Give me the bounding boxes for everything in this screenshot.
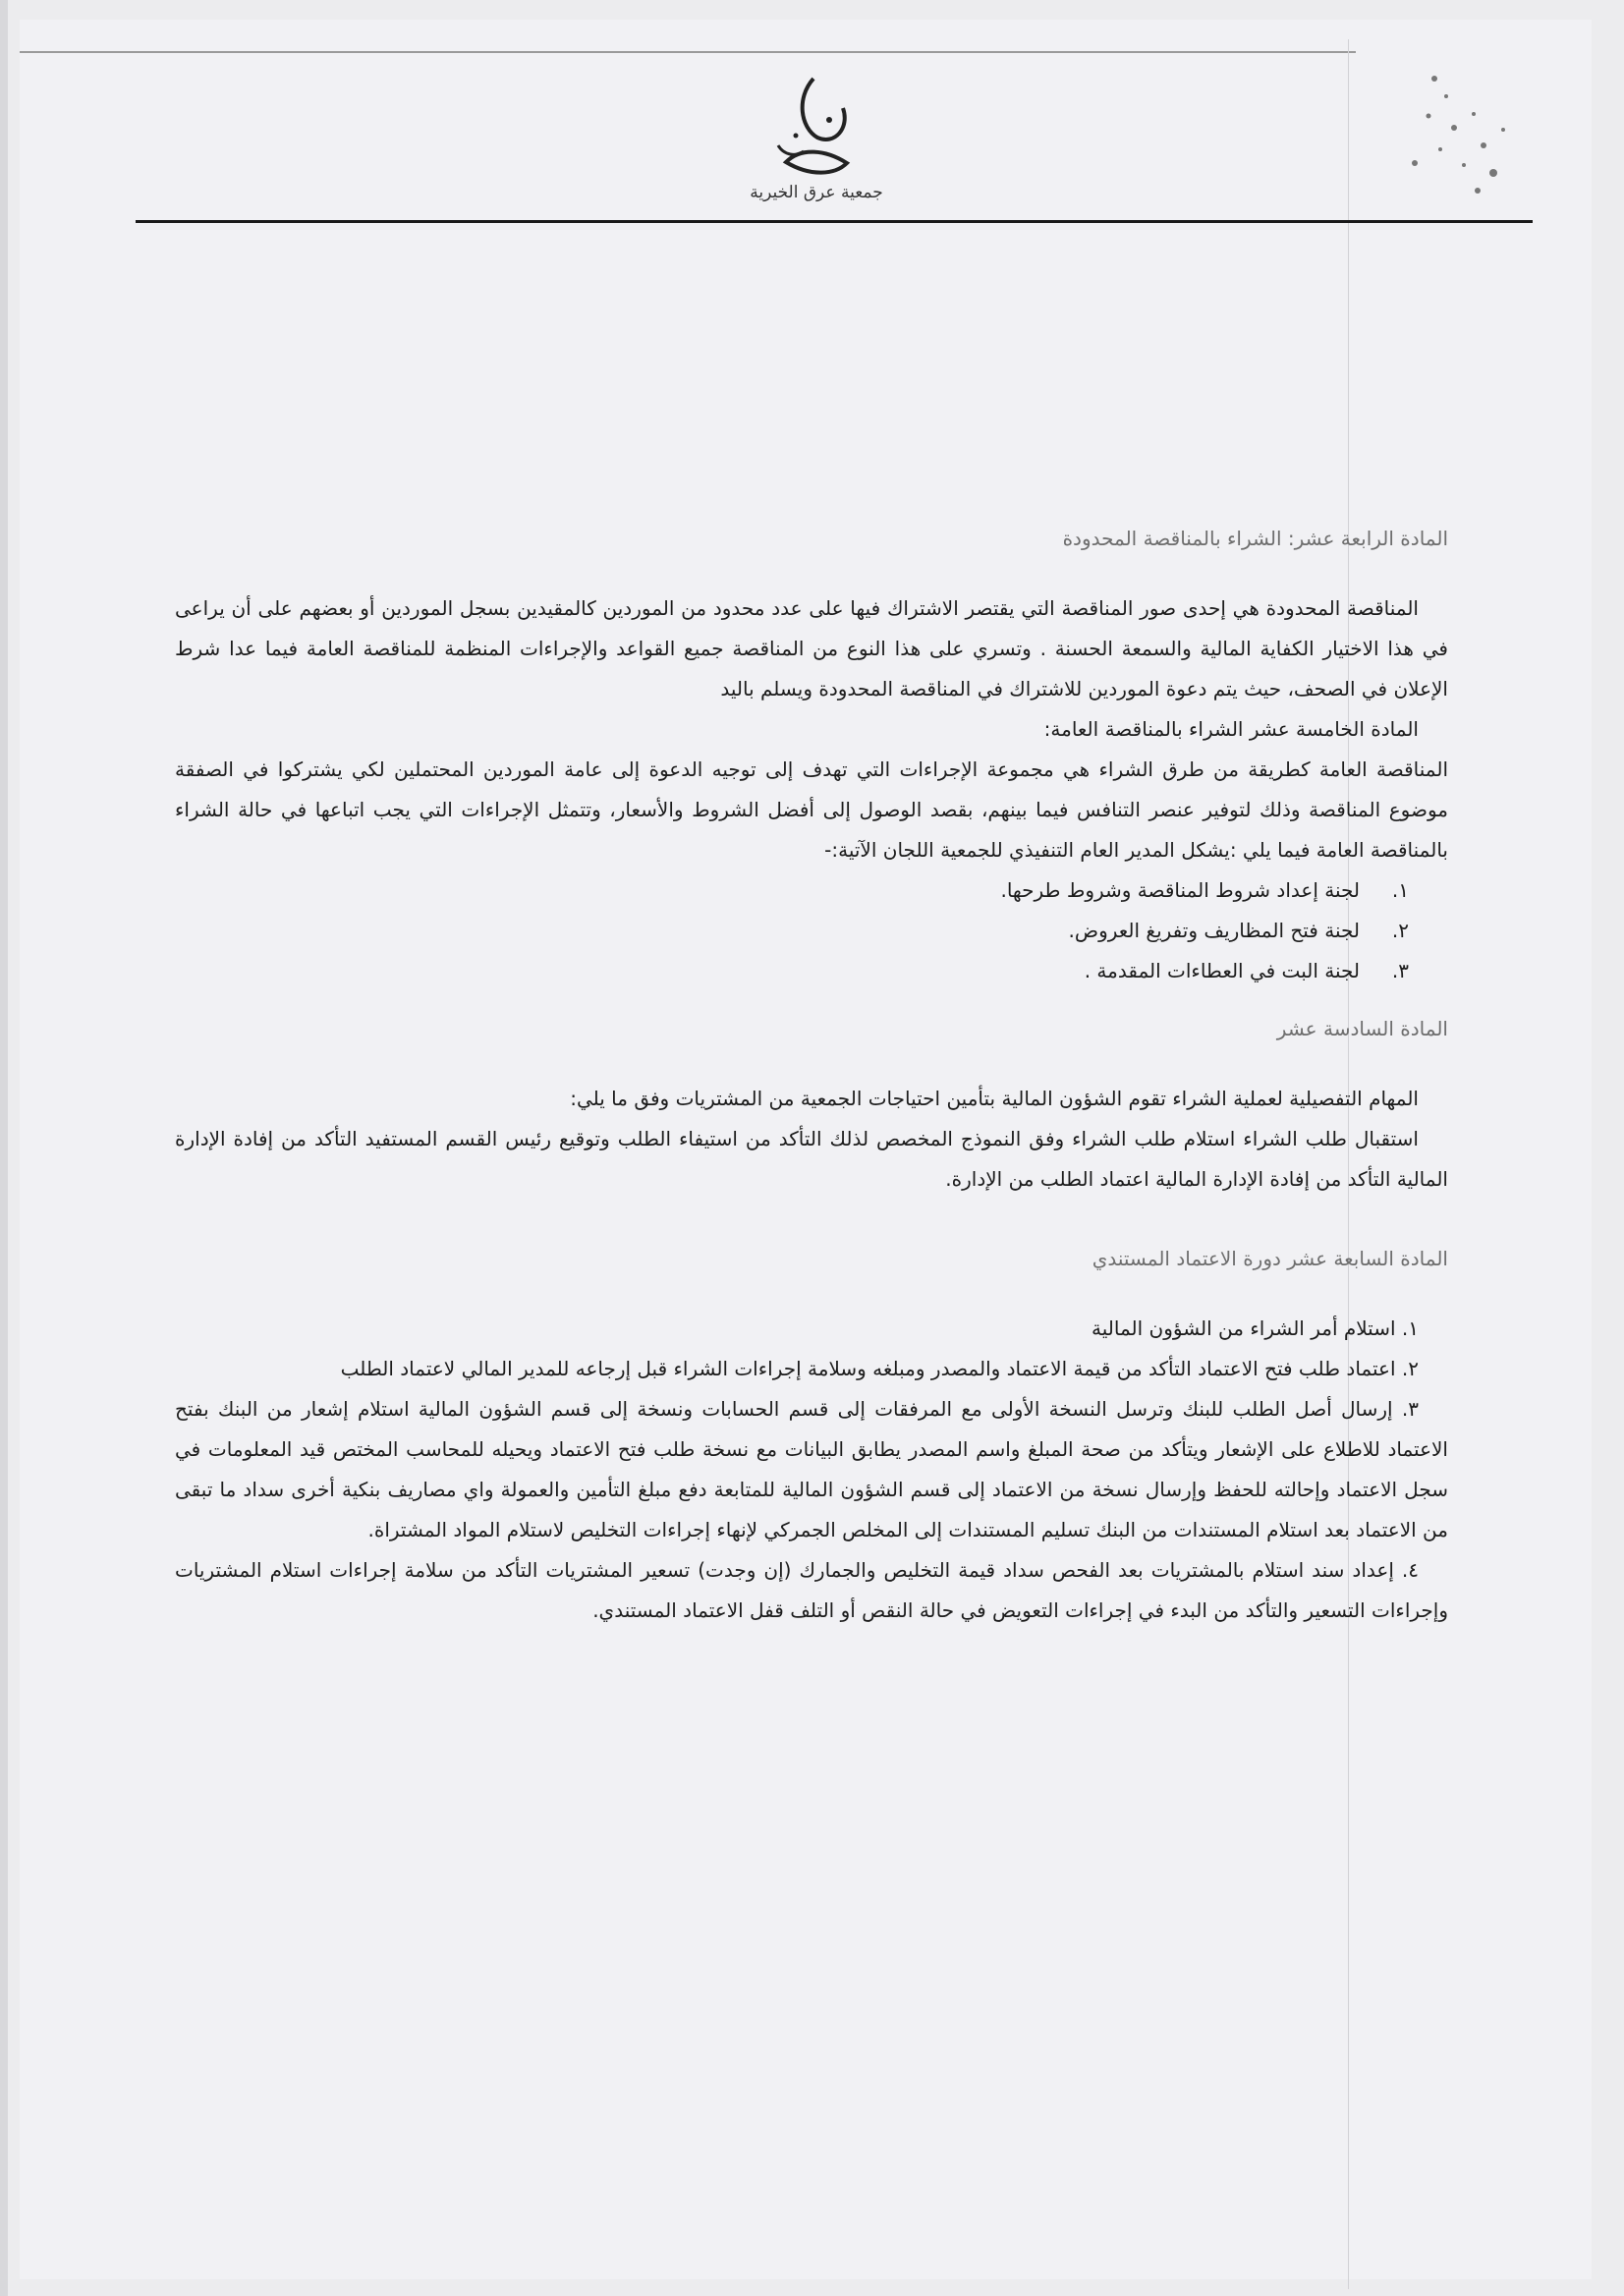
article-17-heading: المادة السابعة عشر دورة الاعتماد المستندي xyxy=(1092,1247,1448,1270)
list-item xyxy=(175,1309,1448,1349)
list-text: لجنة البت في العطاءات المقدمة . xyxy=(1084,959,1360,982)
list-number: ١. xyxy=(1401,1316,1419,1340)
list-number: ٣. xyxy=(1401,1397,1419,1421)
scan-edge xyxy=(0,0,8,2296)
list-text: استلام أمر الشراء من الشؤون المالية xyxy=(1092,1316,1396,1340)
document-body xyxy=(175,519,1448,1631)
list-text: اعتماد طلب فتح الاعتماد التأكد من قيمة الاعتماد والمصدر ومبلغه وسلامة إجراءات الشراء قبل إرجاعه للمدير المالي لاعتماد الطلب xyxy=(340,1357,1396,1380)
list-text: إرسال أصل الطلب للبنك وترسل النسخة الأولى مع المرفقات إلى قسم الحسابات ونسخة إلى قسم الشؤون المالية استلام إشعار من البنك بفتح الاعتماد للاطلاع على الإشعار ويتأكد من صحة المبلغ واسم المصدر يطابق البيانات مع نسخة طلب فتح الاعتماد ويحيله للمحاسب المختص قيد المعلومات في سجل الاعتماد وإحالته للحفظ وإرسال نسخة من الاعتماد إلى قسم الشؤون المالية للمتابعة دفع مبلغ التأمين والعمولة واي مصاريف بنكية أخرى سداد ما تبقى من الاعتماد بعد استلام المستندات من البنك تسليم المستندات إلى المخلص الجمركي لإنهاء إجراءات التخليص لاستلام المواد المشتراة. xyxy=(175,1397,1448,1541)
article-15-body: المناقصة العامة كطريقة من طرق الشراء هي مجموعة الإجراءات التي تهدف إلى توجيه الدعوة إلى عامة الموردين المحتملين لكي يشتركوا في الصفقة موضوع المناقصة وذلك لتوفير عنصر التنافس فيما بينهم، بقصد الوصول إلى أفضل الشروط والأسعار، وتتمثل الإجراءات التي يجب اتباعها في حالة الشراء بالمناقصة العامة فيما يلي :يشكل المدير العام التنفيذي للجمعية اللجان الآتية:- xyxy=(175,757,1448,862)
list-number: ١. xyxy=(1391,878,1409,902)
article-16-intro: المهام التفصيلية لعملية الشراء تقوم الشؤون المالية بتأمين احتياجات الجمعية من المشتريات وفق ما يلي: xyxy=(570,1087,1419,1110)
header-rule xyxy=(136,220,1533,223)
article-16-heading: المادة السادسة عشر xyxy=(1276,1017,1448,1040)
article-16-body: استقبال طلب الشراء استلام طلب الشراء وفق النموذج المخصص لذلك التأكد من استيفاء الطلب وتوقيع رئيس القسم المستفيد التأكد من إفادة الإدارة المالية التأكد من إفادة الإدارة المالية اعتماد الطلب من الإدارة. xyxy=(175,1127,1448,1191)
list-item xyxy=(175,1550,1448,1631)
list-text: لجنة إعداد شروط المناقصة وشروط طرحها. xyxy=(1000,878,1360,902)
article-14-body: المناقصة المحدودة هي إحدى صور المناقصة التي يقتصر الاشتراك فيها على عدد محدود من الموردين كالمقيدين بسجل الموردين أو بعضهم على أن يراعى في هذا الاختيار الكفاية المالية والسمعة الحسنة . وتسري على هذا النوع من المناقصة جميع القواعد والإجراءات المنظمة للمناقصة العامة فيما عدا شرط الإعلان في الصحف، حيث يتم دعوة الموردين للاشتراك في المناقصة المحدودة ويسلم باليد xyxy=(175,596,1448,700)
list-item xyxy=(175,870,1448,911)
list-number: ٤. xyxy=(1401,1558,1420,1582)
article-15-heading: المادة الخامسة عشر الشراء بالمناقصة العامة: xyxy=(1043,717,1419,741)
list-item xyxy=(175,951,1448,991)
list-number: ٢. xyxy=(1391,919,1409,942)
list-item xyxy=(175,1349,1448,1389)
list-item xyxy=(175,1389,1448,1550)
logo-caption: جمعية عرق الخيرية xyxy=(750,183,883,202)
article-14-heading: المادة الرابعة عشر: الشراء بالمناقصة المحدودة xyxy=(1062,527,1448,550)
list-item xyxy=(175,911,1448,951)
list-number: ٢. xyxy=(1401,1357,1419,1380)
stamp-mark xyxy=(1395,67,1523,204)
list-text: إعداد سند استلام بالمشتريات بعد الفحص سداد قيمة التخليص والجمارك (إن وجدت) تسعير المشتريات التأكد من سلامة إجراءات استلام المشتريات وإجراءات التسعير والتأكد من البدء في إجراءات التعويض في حالة النقص أو التلف قفل الاعتماد المستندي. xyxy=(175,1558,1448,1622)
list-number: ٣. xyxy=(1391,959,1409,982)
list-text: لجنة فتح المظاريف وتفريغ العروض. xyxy=(1068,919,1360,942)
scan-top-line xyxy=(20,51,1356,53)
